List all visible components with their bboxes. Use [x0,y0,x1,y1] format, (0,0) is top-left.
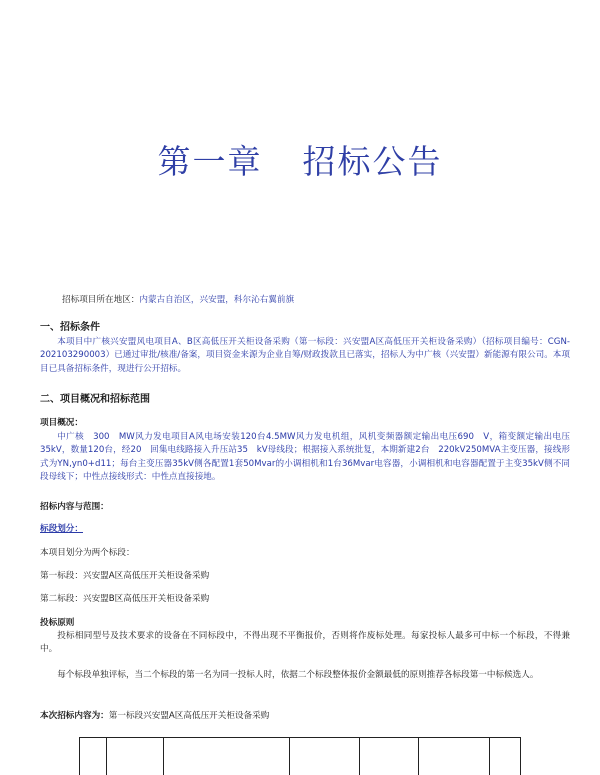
section2-heading: 二、项目概况和招标范围 [40,394,150,405]
lot1-text: 第一标段：兴安盟A区高低压开关柜设备采购 [40,571,210,581]
overview-label: 项目概况： [40,418,83,428]
chapter-number: 第一章 [157,142,263,181]
section1-body: 本项目中广核兴安盟风电项目A、B区高低压开关柜设备采购（第一标段：兴安盟A区高低压开关柜设备采购）（招标项目编号：CGN-202103290003）已通过审批/核准/备案，项目资金来源为企业自筹/财政拨款且已落实，招标人为中广核（兴安盟）新能源有限公司。本项目已具备招标条件，现进行公开招标。 [40,337,570,374]
scope-label: 招标内容与范围： [40,502,109,512]
table-top-border [79,737,521,738]
table-column-line [163,737,164,775]
lot2-text: 第二标段：兴安盟B区高低压开关柜设备采购 [40,594,210,604]
current-scope-value: 第一标段兴安盟A区高低压开关柜设备采购 [108,711,270,721]
project-location [62,294,294,307]
principle-label: 投标原则 [40,618,75,628]
lot-intro: 本项目划分为两个标段： [40,548,135,558]
principle-paragraph-2: 每个标段单独评标，当二个标段的第一名为同一投标人时，依据二个标段整体报价金额最低的原则推荐各标段第一中标候选人。 [57,670,539,680]
table-column-line [289,737,290,775]
table-column-line [418,737,419,775]
chapter-name: 招标公告 [302,142,443,181]
location-label: 招标项目所在地区： [62,295,140,305]
location-value: 内蒙古自治区，兴安盟，科尔沁右翼前旗 [139,295,295,305]
current-scope [40,710,269,723]
table-column-line [359,737,360,775]
overview-body: 中广核 300 MW风力发电项目A风电场安装120台4.5MW风力发电机组，风机变频器额定输出电压690 V，箱变额定输出电压 35kV，数量120台，经20 回集电线路接入升压站35 kV母线段；根据接入系统批复，本期新建2台 220kV250MVA主变压器，接线形式为YN,yn0+d11；每台主变压器35kV侧各配置1套50Mvar的小调相机和1台36Mvar电容器，小调相机和电容器配置于主变35kV侧不同段母线下；中性点接线形式：中性点直接接地。 [40,432,579,483]
table-column-line [79,737,80,775]
table-column-line [520,737,521,775]
section1-heading: 一、招标条件 [40,322,100,333]
principle-paragraph-1: 投标相同型号及技术要求的设备在不同标段中，不得出现不平衡报价，否则将作废标处理。每家投标人最多可中标一个标段，不得兼中。 [40,631,570,655]
table-column-line [106,737,107,775]
chapter-title [0,136,600,183]
lot-label: 标段划分： [40,524,83,534]
current-scope-label: 本次招标内容为： [40,711,109,721]
table-column-line [489,737,490,775]
